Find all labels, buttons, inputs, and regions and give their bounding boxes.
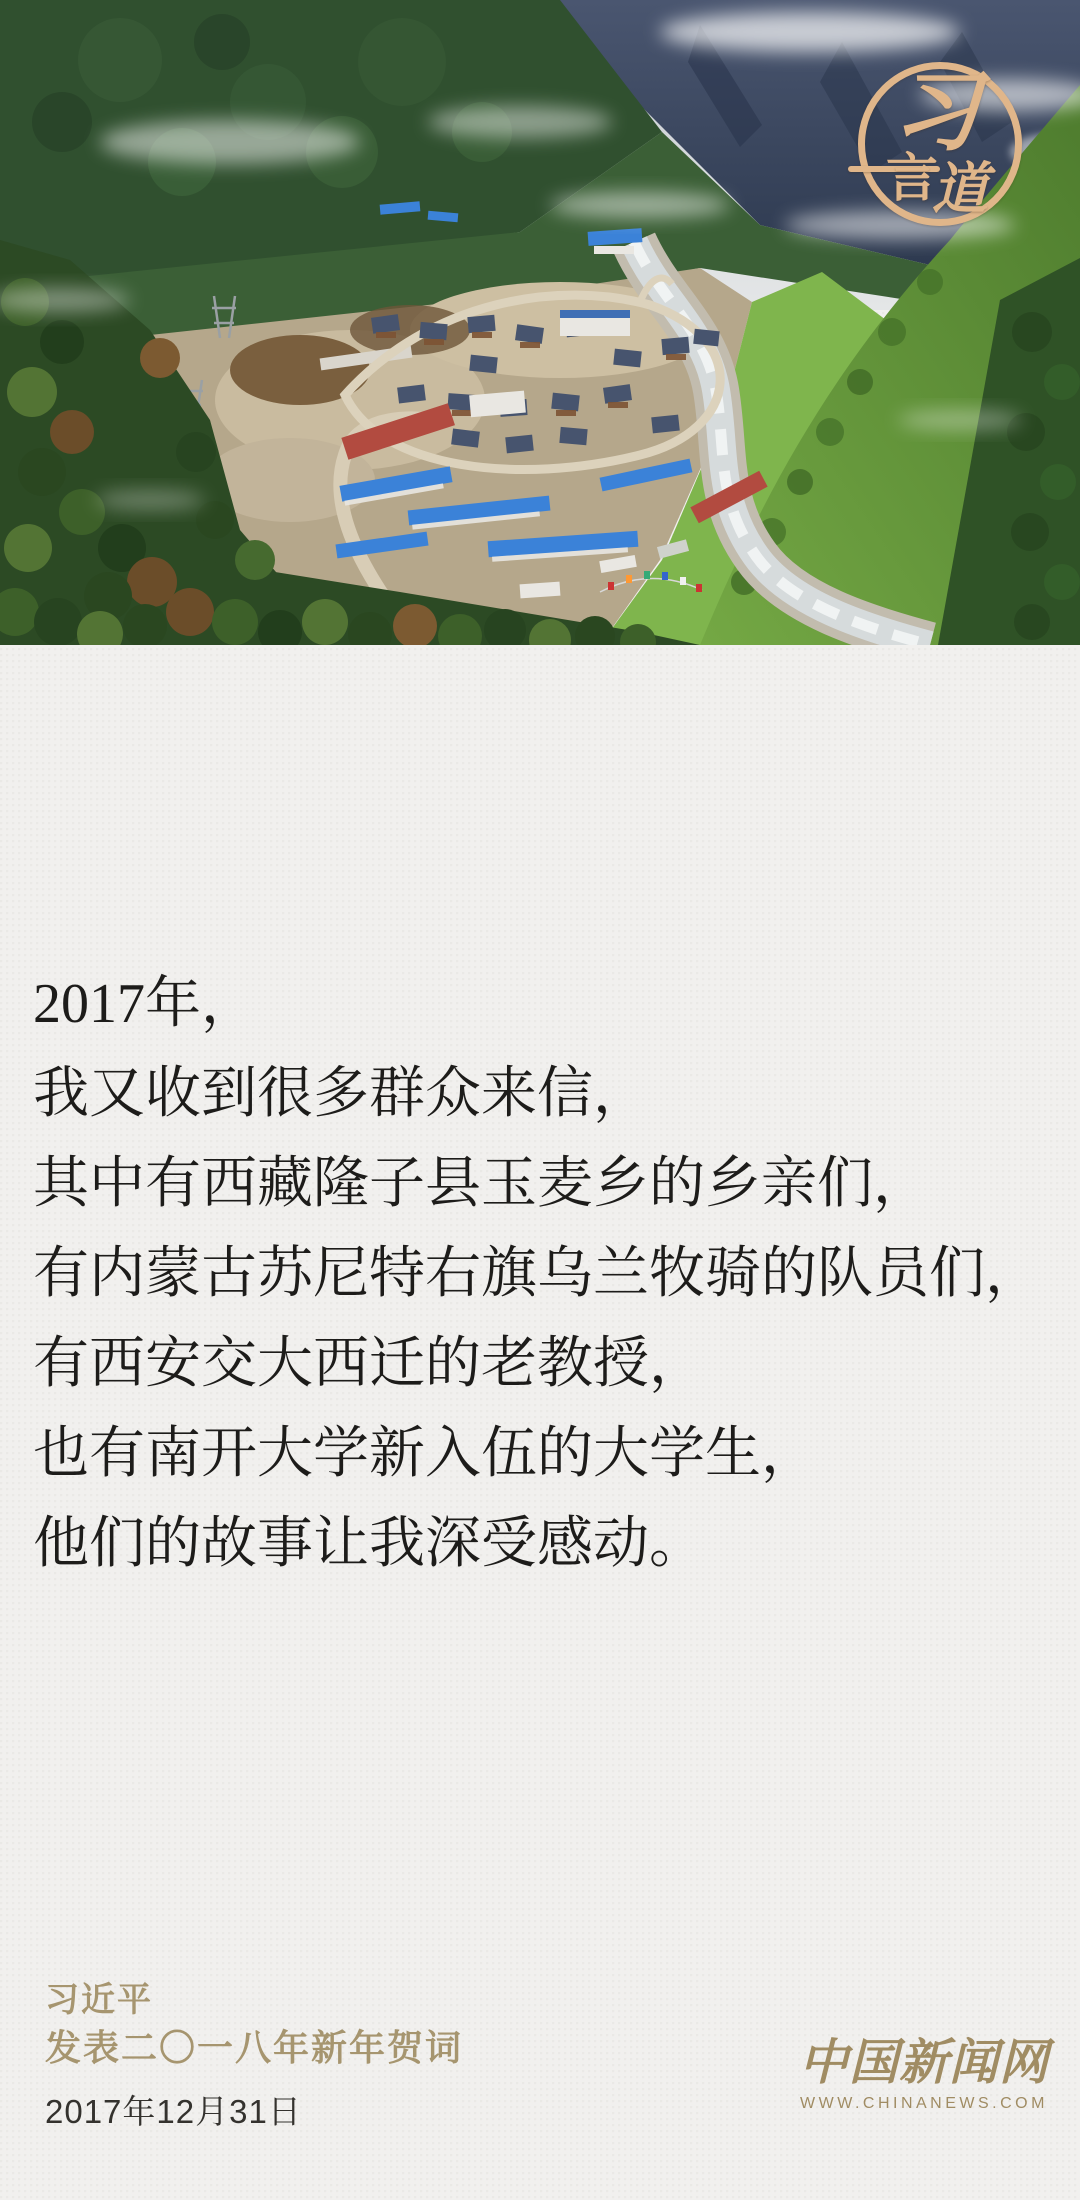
badge-char-left: 言 [886, 151, 939, 208]
publisher-url: WWW.CHINANEWS.COM [800, 2094, 1048, 2112]
badge-char-right: 道 [932, 159, 988, 221]
quote-line: 我又收到很多群众来信， [33, 1063, 649, 1125]
event-title: 发表二〇一八年新年贺词 [45, 2027, 464, 2068]
quote-line: 有西安交大西迁的老教授， [33, 1333, 705, 1395]
publisher-logo [794, 2036, 1054, 2113]
speaker-name: 习近平 [45, 1981, 153, 2019]
publisher-name: 中国新闻网 [798, 2035, 1049, 2090]
valley-photo [0, 0, 1080, 645]
quote-block [33, 959, 1063, 1589]
quote-line: 他们的故事让我深受感动。 [33, 1513, 705, 1575]
speech-date: 2017年12月31日 [45, 2093, 302, 2130]
quote-line: 也有南开大学新入伍的大学生， [33, 1423, 817, 1485]
xi-yan-dao-badge [858, 62, 1022, 226]
quote-line: 2017年， [33, 973, 257, 1035]
badge-char-top: 习 [892, 65, 981, 162]
quote-line: 其中有西藏隆子县玉麦乡的乡亲们， [33, 1153, 929, 1215]
quote-line: 有内蒙古苏尼特右旗乌兰牧骑的队员们， [33, 1243, 1041, 1305]
